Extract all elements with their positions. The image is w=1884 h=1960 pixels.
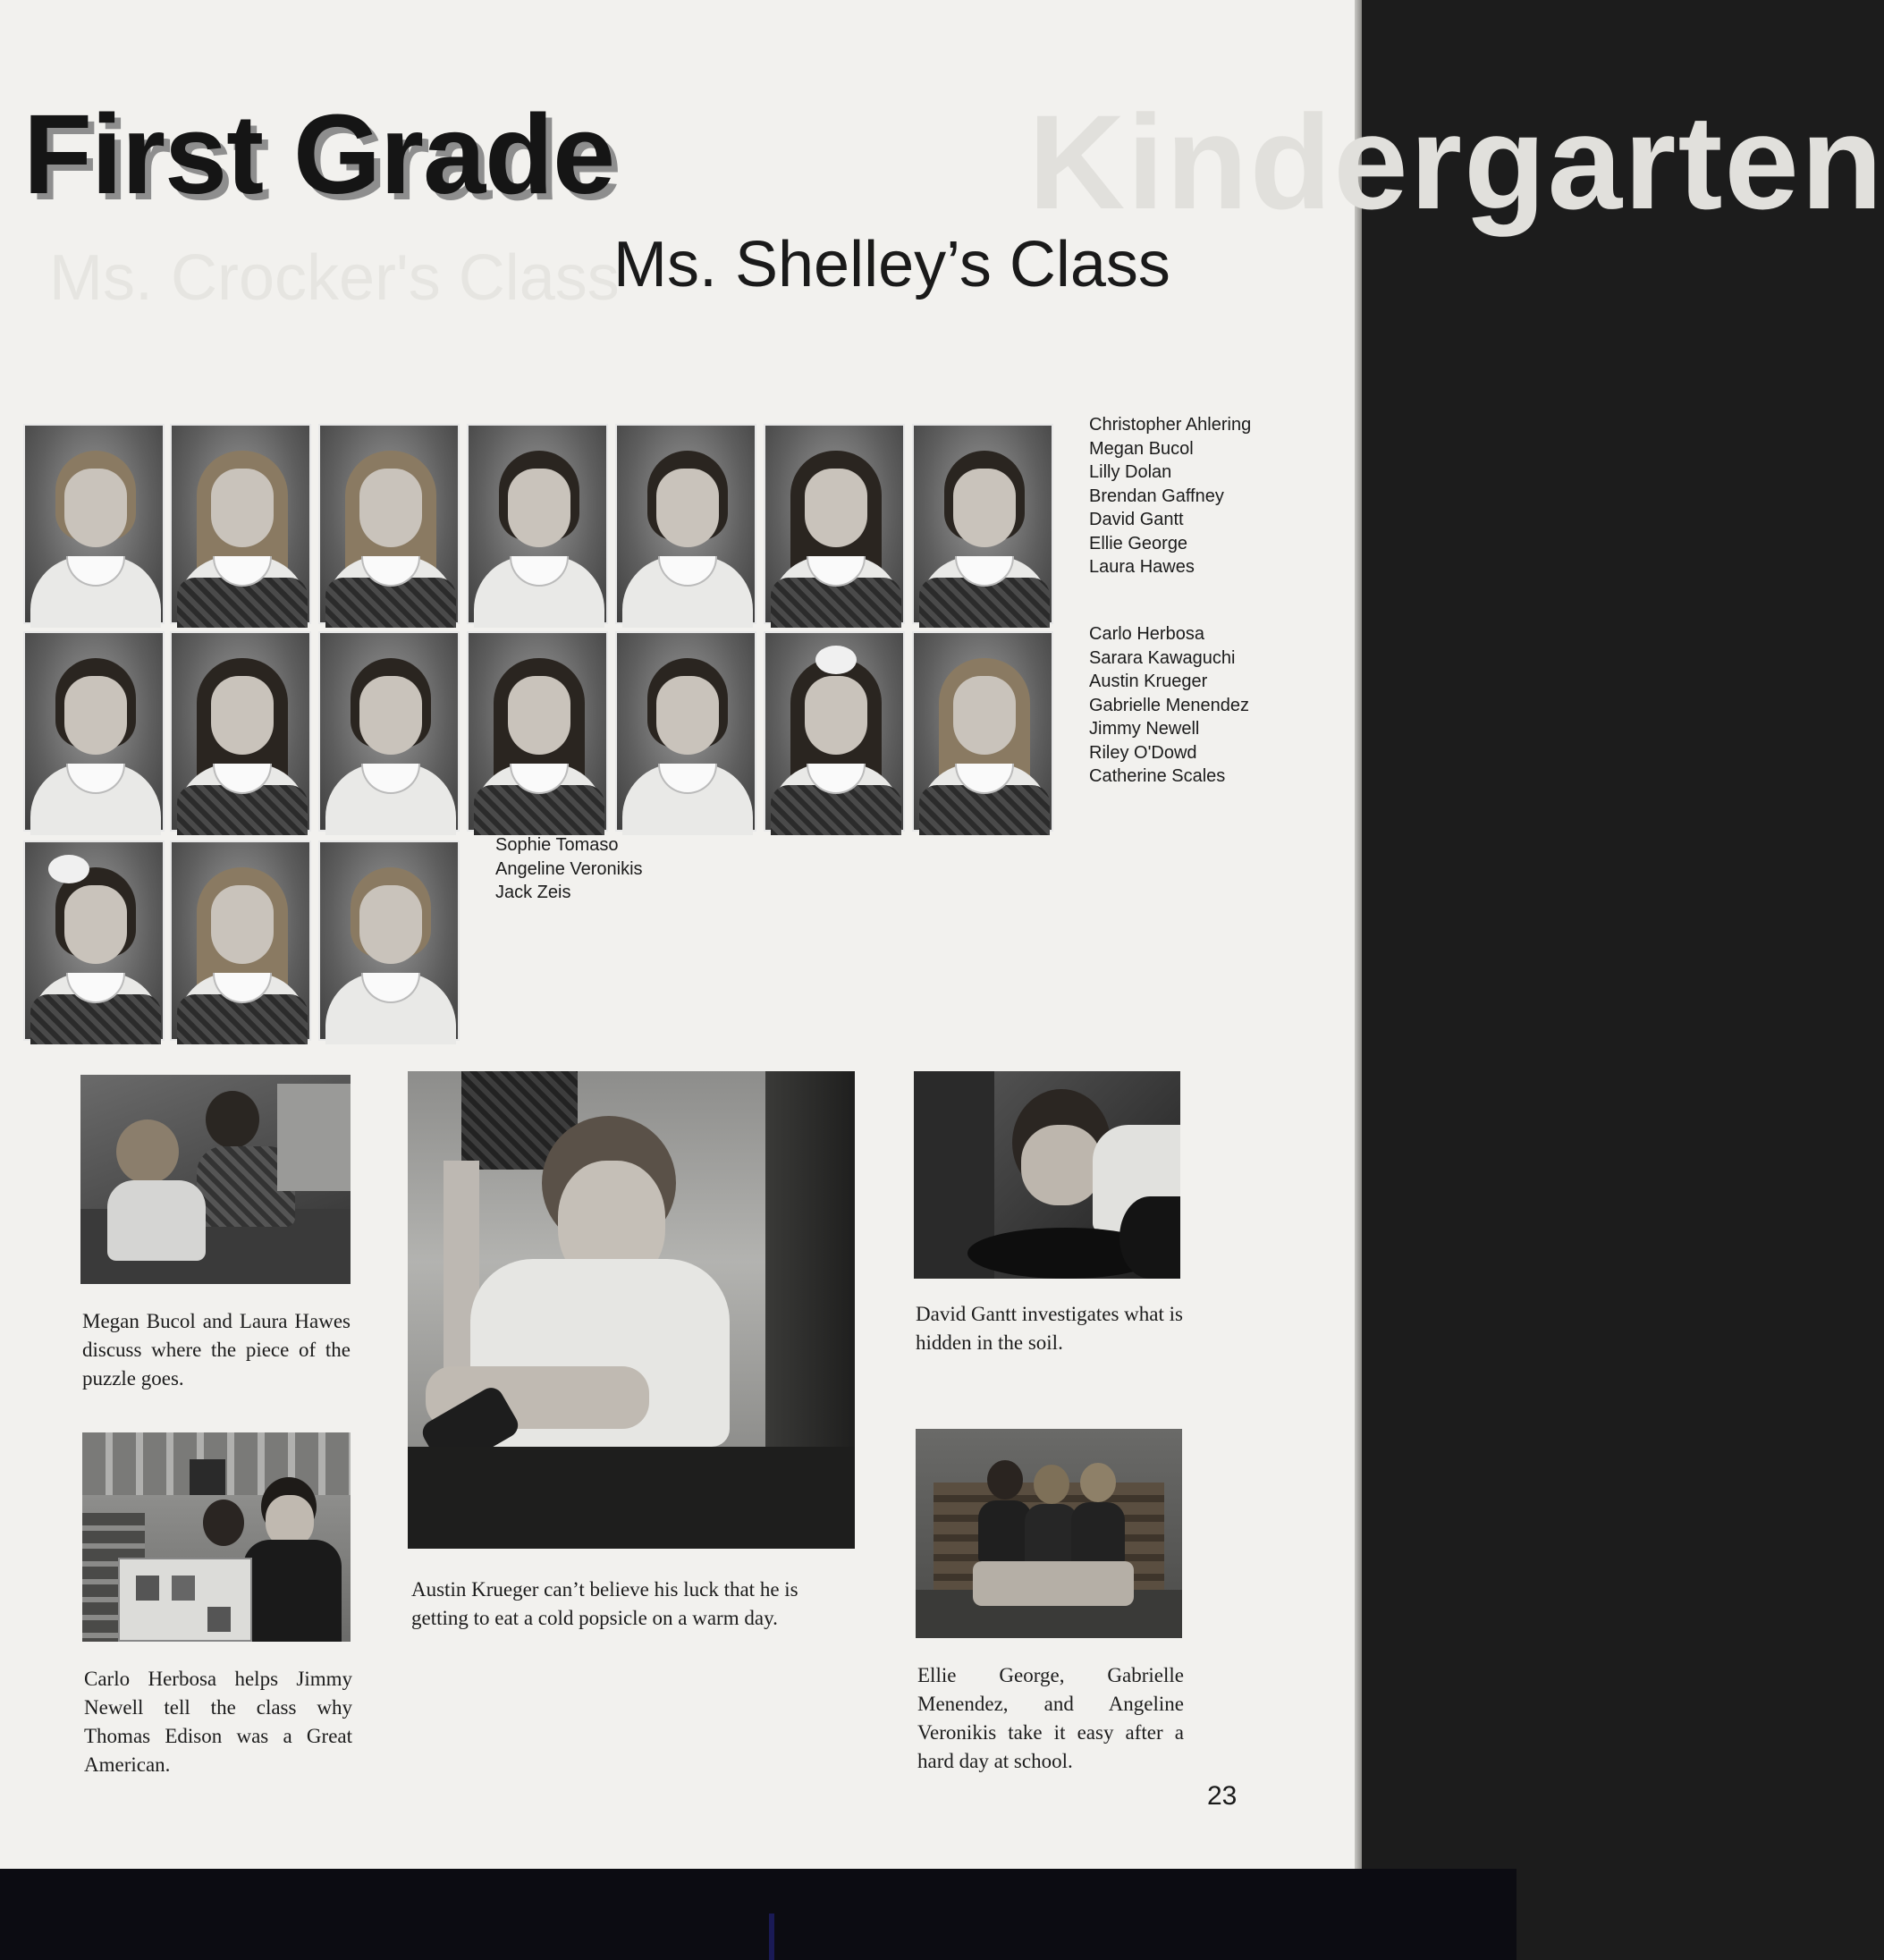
roster-list-1: [1089, 413, 1251, 579]
roster-name: Gabrielle Menendez: [1089, 695, 1249, 715]
caption-edison: Carlo Herbosa helps Jimmy Newell tell the class why Thomas Edison was a Great American.: [84, 1668, 352, 1776]
student-portrait: [318, 841, 460, 1041]
student-portrait: [615, 631, 756, 832]
scanner-background: [0, 1869, 1516, 1960]
page-number: 23: [1207, 1781, 1238, 1811]
photo-edison: [82, 1432, 351, 1642]
student-portrait: [170, 841, 311, 1041]
student-portrait: [764, 424, 905, 624]
student-portrait: [318, 424, 460, 624]
photo-bench: [916, 1429, 1182, 1638]
student-portrait: [615, 424, 756, 624]
student-portrait: [467, 424, 608, 624]
page-title: First Grade: [23, 91, 615, 217]
caption-puzzle: Megan Bucol and Laura Hawes discuss where the piece of the puzzle goes.: [82, 1310, 351, 1390]
roster-name: Jack Zeis: [495, 883, 571, 902]
student-portrait: [23, 631, 165, 832]
page-edge: [1355, 0, 1362, 1869]
roster-name: Sarara Kawaguchi: [1089, 647, 1236, 668]
roster-name: Riley O'Dowd: [1089, 742, 1197, 763]
bleed-through-subtitle: Ms. Crocker's Class: [49, 242, 620, 314]
roster-name: Catherine Scales: [1089, 766, 1226, 786]
student-portrait: [912, 424, 1053, 624]
binder-strip: [769, 1914, 774, 1960]
caption-soil: David Gantt investigates what is hidden in the soil.: [916, 1303, 1183, 1354]
roster-name: Austin Krueger: [1089, 672, 1208, 691]
roster-name: Lilly Dolan: [1089, 462, 1172, 482]
roster-name: Megan Bucol: [1089, 438, 1194, 459]
roster-name: Sophie Tomaso: [495, 835, 619, 855]
roster-name: Brendan Gaffney: [1089, 486, 1224, 506]
roster-name: David Gantt: [1089, 510, 1184, 529]
caption-popsicle: Austin Krueger can’t believe his luck that he is getting to eat a cold popsicle on a warm day.: [411, 1578, 798, 1629]
caption-bench: Ellie George, Gabrielle Menendez, and Angeline Veronikis take it easy after a hard day at school.: [917, 1664, 1184, 1772]
student-portrait: [912, 631, 1053, 832]
roster-name: Carlo Herbosa: [1089, 624, 1204, 644]
student-portrait: [170, 424, 311, 624]
bleed-through-title: Kindergarten: [1028, 87, 1884, 237]
roster-name: Laura Hawes: [1089, 557, 1195, 577]
roster-list-3: [495, 833, 643, 905]
roster-name: Ellie George: [1089, 533, 1188, 553]
student-portrait: [23, 841, 165, 1041]
class-subtitle: Ms. Shelley’s Class: [613, 229, 1170, 300]
student-portrait: [318, 631, 460, 832]
photo-popsicle: [408, 1071, 855, 1549]
student-portrait: [764, 631, 905, 832]
photo-puzzle: [80, 1075, 351, 1284]
roster-list-2: [1089, 622, 1249, 789]
roster-name: Christopher Ahlering: [1089, 415, 1252, 435]
photo-soil: [914, 1071, 1180, 1279]
student-portrait: [467, 631, 608, 832]
student-portrait: [170, 631, 311, 832]
student-portrait: [23, 424, 165, 624]
roster-name: Angeline Veronikis: [495, 858, 643, 879]
roster-name: Jimmy Newell: [1089, 719, 1200, 739]
